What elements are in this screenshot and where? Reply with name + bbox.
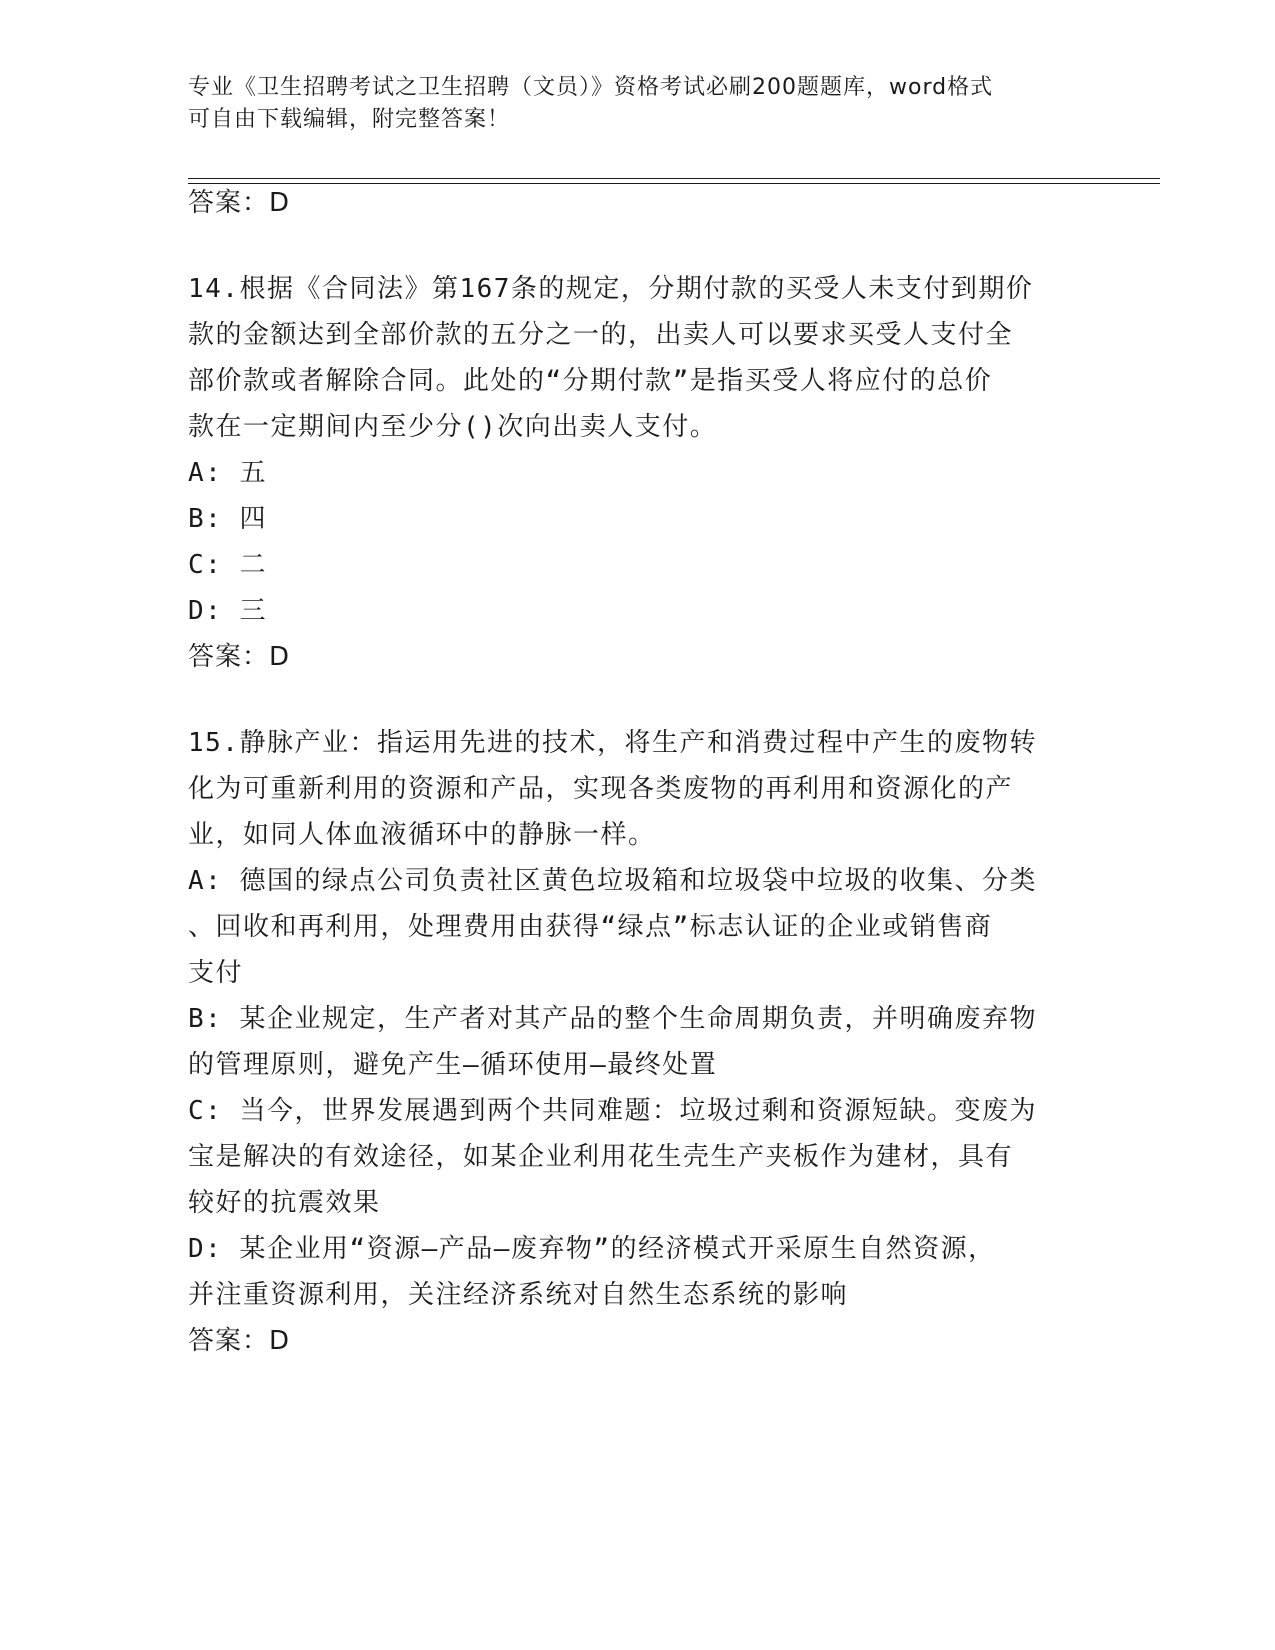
question-15-option-c [188, 1088, 1068, 1226]
header-line-2: 可自由下载编辑，附完整答案！ [188, 107, 511, 132]
document-header [188, 72, 1068, 136]
option-b-line-1: B: 某企业规定，生产者对其产品的整个生命周期负责，并明确废弃物 [188, 1004, 1037, 1034]
option-c-line-3: 较好的抗震效果 [188, 1188, 381, 1218]
question-15 [188, 720, 1068, 1364]
question-15-line-1: 15.静脉产业：指运用先进的技术，将生产和消费过程中产生的废物转 [188, 728, 1037, 758]
question-14-line-2: 款的金额达到全部价款的五分之一的，出卖人可以要求买受人支付全 [188, 320, 1014, 350]
question-14-line-1: 14.根据《合同法》第167条的规定，分期付款的买受人未支付到期价 [188, 274, 1034, 304]
question-15-option-b [188, 996, 1068, 1088]
option-a-line-1: A: 德国的绿点公司负责社区黄色垃圾箱和垃圾袋中垃圾的收集、分类 [188, 866, 1037, 896]
question-15-line-2: 化为可重新利用的资源和产品，实现各类废物的再利用和资源化的产 [188, 774, 1014, 804]
question-15-answer: 答案：D [188, 1326, 291, 1356]
question-14-answer: 答案：D [188, 642, 291, 672]
previous-answer: 答案：D [188, 188, 291, 218]
question-14 [188, 266, 1068, 680]
question-14-line-4: 款在一定期间内至少分()次向出卖人支付。 [188, 412, 718, 442]
question-15-option-d [188, 1226, 1068, 1318]
header-rule-top [188, 178, 1160, 179]
document-body [188, 180, 1068, 1364]
option-a-line-3: 支付 [188, 958, 244, 988]
question-15-line-3: 业，如同人体血液循环中的静脉一样。 [188, 820, 656, 850]
option-a-line-2: 、回收和再利用，处理费用由获得“绿点”标志认证的企业或销售商 [188, 912, 993, 942]
option-d-line-2: 并注重资源利用，关注经济系统对自然生态系统的影响 [188, 1280, 849, 1310]
question-14-option-a: A: 五 [188, 458, 267, 488]
question-14-line-3: 部价款或者解除合同。此处的“分期付款”是指买受人将应付的总价 [188, 366, 993, 396]
option-b-line-2: 的管理原则，避免产生—循环使用—最终处置 [188, 1050, 718, 1080]
question-14-option-c: C: 二 [188, 550, 267, 580]
header-line-1: 专业《卫生招聘考试之卫生招聘（文员）》资格考试必刷200题题库，word格式 [188, 75, 994, 100]
option-c-line-2: 宝是解决的有效途径，如某企业利用花生壳生产夹板作为建材，具有 [188, 1142, 1014, 1172]
question-14-option-b: B: 四 [188, 504, 267, 534]
question-14-option-d: D: 三 [188, 596, 267, 626]
question-15-option-a [188, 858, 1068, 996]
option-c-line-1: C: 当今，世界发展遇到两个共同难题：垃圾过剩和资源短缺。变废为 [188, 1096, 1037, 1126]
option-d-line-1: D: 某企业用“资源—产品—废弃物”的经济模式开采原生自然资源， [188, 1234, 996, 1264]
